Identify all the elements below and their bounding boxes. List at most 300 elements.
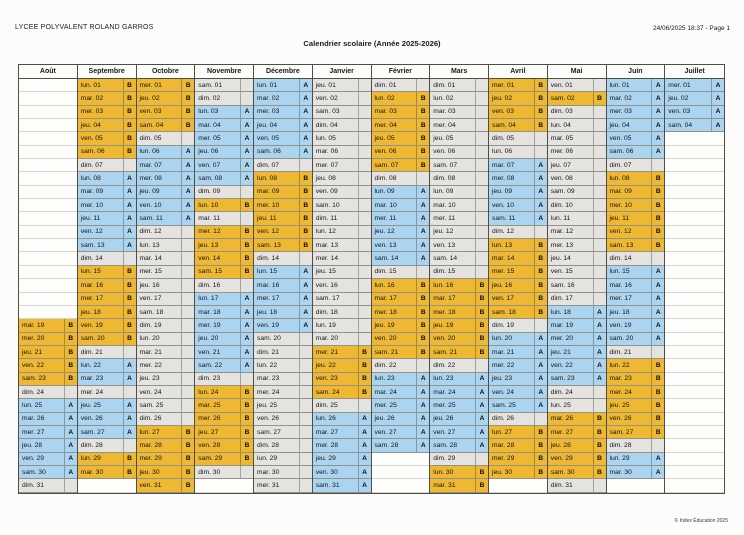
day-cell [254,399,312,412]
day-cell [78,239,136,252]
day-cell-empty [372,466,430,479]
day-cell [489,293,547,306]
day-cell [430,212,488,225]
day-label: ven. 20 [374,335,397,343]
day-cell [489,279,547,292]
month-column-mai [548,65,607,493]
day-cell [430,386,488,399]
month-body-septembre [78,79,136,493]
day-label: jeu. 29 [315,455,336,463]
week-letter [358,252,371,264]
day-label: ven. 05 [609,135,632,143]
day-label: jeu. 23 [139,375,160,383]
day-label: ven. 17 [139,295,162,303]
day-label: sam. 11 [139,215,163,223]
day-cell [78,146,136,159]
week-letter [475,252,488,264]
week-letter [475,359,488,371]
day-label: dim. 04 [315,121,338,129]
day-label: mar. 02 [80,95,104,103]
week-letter: B [416,92,429,104]
week-letter: A [534,373,547,385]
day-label: mer. 10 [257,201,280,209]
week-letter: B [181,479,194,491]
day-label: ven. 05 [80,135,103,143]
week-letter: B [534,453,547,465]
day-label: lun. 13 [492,241,513,249]
day-cell [78,399,136,412]
day-label: mer. 31 [257,481,280,489]
day-cell [607,373,665,386]
day-label: dim. 12 [492,228,514,236]
week-letter [475,146,488,158]
day-label: jeu. 01 [315,81,336,89]
week-letter: A [240,319,253,331]
week-letter: A [299,146,312,158]
day-label: jeu. 02 [492,95,513,103]
day-cell [607,132,665,145]
day-label: mer. 04 [433,121,456,129]
week-letter: A [534,333,547,345]
day-cell-empty [19,306,77,319]
week-letter: A [299,79,312,91]
day-label: mar. 10 [374,201,397,209]
day-label: mar. 21 [139,348,162,356]
week-letter [299,479,312,491]
day-cell [489,426,547,439]
day-cell [372,306,430,319]
week-letter: A [64,413,77,425]
day-cell [430,266,488,279]
week-letter: B [651,226,664,238]
day-label: dim. 19 [139,321,162,329]
day-cell [313,212,371,225]
day-cell [78,306,136,319]
day-cell [607,146,665,159]
week-letter [299,252,312,264]
day-cell [489,453,547,466]
day-label: ven. 06 [374,148,397,156]
week-letter: B [651,239,664,251]
day-label: sam. 13 [80,241,105,249]
week-letter: A [416,226,429,238]
week-letter [299,159,312,171]
day-label: mar. 24 [433,388,456,396]
day-cell [607,279,665,292]
day-label: ven. 02 [315,95,338,103]
week-letter [534,226,547,238]
week-letter: A [416,212,429,224]
week-letter: A [711,92,724,104]
day-label: mar. 28 [492,441,515,449]
day-cell [78,132,136,145]
week-letter [475,199,488,211]
day-cell [607,239,665,252]
day-label: dim. 26 [139,415,162,423]
week-letter [651,439,664,451]
day-label: jeu. 11 [80,215,101,223]
week-letter: B [299,199,312,211]
week-letter [593,293,606,305]
day-cell [195,212,253,225]
week-letter: B [475,466,488,478]
day-cell [19,373,77,386]
day-cell [313,279,371,292]
day-cell [489,119,547,132]
day-cell-empty [665,199,724,212]
day-cell [313,159,371,172]
week-letter: A [358,413,371,425]
week-letter: A [711,106,724,118]
week-letter: A [651,146,664,158]
week-letter: A [534,172,547,184]
day-cell [430,226,488,239]
day-cell [313,306,371,319]
day-cell [195,399,253,412]
month-header-avril: Avril [489,65,547,79]
day-label: mer. 01 [139,81,162,89]
day-label: jeu. 07 [550,161,571,169]
week-letter [593,106,606,118]
day-label: jeu. 20 [198,335,219,343]
day-cell [372,319,430,332]
day-label: dim. 08 [433,175,456,183]
week-letter [181,386,194,398]
week-letter: B [534,279,547,291]
day-cell [19,386,77,399]
week-letter: A [123,172,136,184]
day-label: mer. 06 [550,148,574,156]
day-cell [548,479,606,492]
week-letter [593,226,606,238]
day-cell [548,466,606,479]
week-letter: A [123,226,136,238]
day-cell-empty [19,172,77,185]
day-label: jeu. 04 [609,121,630,129]
day-label: jeu. 30 [139,468,160,476]
week-letter [299,439,312,451]
day-cell [607,226,665,239]
day-cell [137,346,195,359]
day-label: jeu. 11 [257,215,277,223]
day-label: sam. 23 [550,375,575,383]
week-letter: B [299,212,312,224]
day-label: dim. 07 [257,161,279,169]
week-letter: A [123,426,136,438]
day-cell [313,172,371,185]
week-letter [593,186,606,198]
day-cell [430,119,488,132]
week-letter: A [181,172,194,184]
day-cell [430,306,488,319]
day-cell [137,239,195,252]
day-cell [137,92,195,105]
week-letter: B [593,439,606,451]
day-cell [254,226,312,239]
day-cell [313,439,371,452]
day-cell [489,79,547,92]
day-cell [313,346,371,359]
day-label: mar. 27 [315,428,339,436]
day-label: jeu. 30 [492,468,513,476]
week-letter: B [240,426,253,438]
week-letter: B [593,92,606,104]
week-letter: A [651,119,664,131]
day-cell-empty [665,186,724,199]
day-cell [430,199,488,212]
day-label: ven. 22 [550,361,573,369]
day-label: dim. 11 [315,215,338,223]
day-cell [254,333,312,346]
week-letter [475,119,488,131]
day-label: mar. 09 [80,188,104,196]
day-label: sam. 31 [315,481,340,489]
day-cell [372,279,430,292]
week-letter: A [299,106,312,118]
day-label: sam. 20 [609,335,634,343]
day-label: sam. 22 [198,361,223,369]
week-letter [358,106,371,118]
day-cell-empty [19,186,77,199]
day-label: ven. 24 [139,388,162,396]
day-cell [489,92,547,105]
week-letter [593,199,606,211]
week-letter [240,79,253,91]
week-letter: A [240,146,253,158]
day-cell [78,106,136,119]
week-letter [181,279,194,291]
week-letter [240,373,253,385]
day-cell-empty [19,279,77,292]
day-label: dim. 05 [492,135,514,143]
day-label: jeu. 12 [374,228,395,236]
day-cell [78,439,136,452]
day-cell [254,79,312,92]
week-letter: A [123,359,136,371]
day-cell [607,359,665,372]
week-letter [123,386,136,398]
week-letter: B [299,239,312,251]
week-letter: B [534,466,547,478]
week-letter: A [358,453,371,465]
day-label: ven. 12 [609,228,632,236]
day-cell [313,226,371,239]
day-label: ven. 22 [22,361,44,369]
day-cell [78,466,136,479]
day-label: mer. 15 [492,268,515,276]
week-letter: A [416,199,429,211]
day-cell [313,479,371,492]
week-letter: A [416,439,429,451]
day-label: mar. 13 [315,241,339,249]
day-label: jeu. 15 [315,268,336,276]
week-letter: A [416,386,429,398]
day-cell [313,373,371,386]
day-cell [78,252,136,265]
week-letter: A [299,306,312,318]
calendar-table [18,64,725,494]
day-label: ven. 01 [550,81,573,89]
week-letter: B [181,106,194,118]
day-label: ven. 03 [492,108,514,116]
day-cell [372,186,430,199]
day-cell [78,346,136,359]
week-letter: B [534,79,547,91]
day-cell-empty [665,319,724,332]
day-cell [137,453,195,466]
day-cell [607,159,665,172]
day-label: mer. 13 [550,241,574,249]
week-letter: B [358,346,371,358]
day-cell [430,319,488,332]
day-cell [254,466,312,479]
day-label: sam. 16 [550,281,575,289]
week-letter [181,226,194,238]
day-cell-empty [19,199,77,212]
day-label: lun. 20 [139,335,160,343]
week-letter: A [534,359,547,371]
week-letter: A [181,186,194,198]
week-letter: B [240,239,253,251]
day-cell [430,92,488,105]
week-letter [240,466,253,478]
day-cell [430,333,488,346]
week-letter: B [416,346,429,358]
week-letter [593,159,606,171]
week-letter: B [123,92,136,104]
day-label: mer. 17 [257,295,280,303]
day-label: sam. 15 [198,268,223,276]
day-cell-empty [19,79,77,92]
day-cell-empty [665,266,724,279]
day-cell [195,386,253,399]
week-letter: A [416,239,429,251]
day-cell [607,386,665,399]
week-letter: B [651,199,664,211]
day-label: dim. 28 [80,441,103,449]
day-label: sam. 21 [374,348,399,356]
month-column-octobre [137,65,196,493]
day-label: ven. 26 [609,415,632,423]
week-letter: B [534,92,547,104]
week-letter: B [123,106,136,118]
month-column-decembre [254,65,313,493]
day-label: jeu. 25 [257,401,278,409]
day-label: dim. 25 [315,401,338,409]
week-letter [240,212,253,224]
day-cell [313,119,371,132]
day-label: ven. 24 [492,388,514,396]
day-cell-empty [607,479,665,492]
day-label: ven. 29 [550,455,573,463]
day-label: dim. 22 [374,361,397,369]
day-cell [195,159,253,172]
day-cell [137,172,195,185]
week-letter: A [64,439,77,451]
day-label: mer. 08 [139,175,162,183]
day-label: lun. 13 [139,241,160,249]
day-label: mer. 01 [492,81,515,89]
day-cell [607,346,665,359]
day-cell [137,266,195,279]
day-cell [607,306,665,319]
day-label: mar. 26 [22,415,45,423]
day-label: jeu. 06 [198,148,219,156]
day-cell [195,373,253,386]
day-label: sam. 25 [492,401,516,409]
month-header-juillet: Juillet [665,65,724,79]
week-letter: B [240,413,253,425]
day-cell [19,319,77,332]
week-letter [181,359,194,371]
month-column-mars [430,65,489,493]
week-letter [593,252,606,264]
week-letter: B [475,479,488,491]
week-letter [593,212,606,224]
day-cell [548,279,606,292]
week-letter [299,386,312,398]
day-label: sam. 04 [139,121,164,129]
day-label: sam. 18 [492,308,516,316]
day-cell [19,439,77,452]
day-cell [195,319,253,332]
day-label: sam. 11 [492,215,516,223]
day-cell [254,306,312,319]
day-label: ven. 12 [257,228,279,236]
day-label: ven. 06 [433,148,456,156]
day-label: sam. 27 [257,428,281,436]
day-label: mer. 01 [668,81,691,89]
week-letter [475,186,488,198]
day-cell [254,266,312,279]
day-cell [313,386,371,399]
week-letter: A [651,132,664,144]
week-letter [358,306,371,318]
week-letter [181,346,194,358]
week-letter [651,252,664,264]
day-label: lun. 02 [433,95,454,103]
day-label: sam. 07 [374,161,399,169]
day-cell [195,413,253,426]
day-label: ven. 14 [198,255,221,263]
day-cell-empty [195,479,253,492]
day-label: lun. 08 [257,175,278,183]
day-label: jeu. 19 [374,321,395,329]
day-cell [489,413,547,426]
day-label: mer. 14 [315,255,339,263]
day-cell-empty [19,106,77,119]
day-label: lun. 02 [374,95,395,103]
day-cell [195,199,253,212]
week-letter: A [534,186,547,198]
week-letter: B [416,333,429,345]
day-cell [137,306,195,319]
day-cell [313,413,371,426]
day-cell [430,279,488,292]
day-cell [137,106,195,119]
day-label: mar. 02 [609,95,632,103]
day-cell [372,399,430,412]
week-letter: A [593,359,606,371]
week-letter: A [475,399,488,411]
day-label: sam. 04 [492,121,516,129]
day-cell-empty [665,453,724,466]
week-letter: A [123,413,136,425]
day-label: jeu. 18 [80,308,101,316]
day-label: mer. 29 [492,455,515,463]
month-body-octobre [137,79,195,493]
day-label: mar. 17 [433,295,456,303]
